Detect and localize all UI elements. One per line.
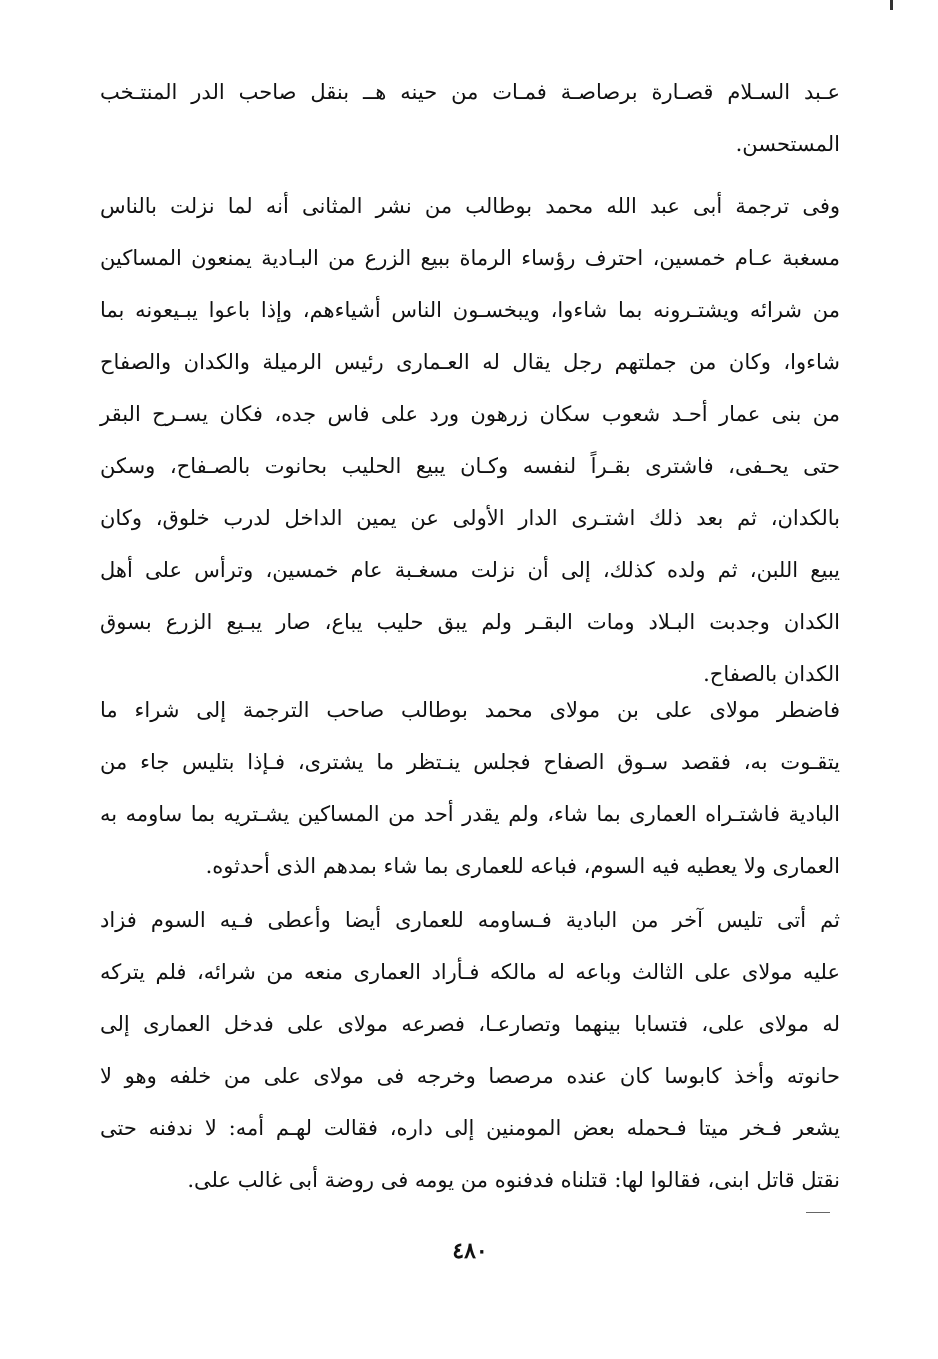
page-number: ٤٨٠ <box>452 1238 488 1264</box>
footer-divider <box>806 1212 830 1213</box>
text-line: يشعر فـخر ميتا فـحمله بعض المومنين إلى داره، فقالت لهـم أمه: لا ندفنه حتى <box>100 1116 840 1140</box>
text-line: وفى ترجمة أبى عبد الله محمد بوطالب من نشر المثانى أنه لما نزلت بالناس <box>100 194 840 218</box>
text-line: الكدان وجدبت البـلاد ومات البقـر ولم يبق حليب يباع، صار يبـيع الزرع بسوق <box>100 610 840 634</box>
text-line: من بنى عمار أحـد شعوب سكان زرهون ورد على فاس جده، فكان يسـرح البقر <box>100 402 840 426</box>
text-line: شاءوا، وكان من جملتهم رجل يقال له العـمارى رئيس الرميلة والكدان والصفاح <box>100 350 840 374</box>
scan-mark <box>890 0 893 10</box>
text-line: يبيع اللبن، ثم ولده كذلك، إلى أن نزلت مسغـبة عام خمسين، وترأس على أهل <box>100 558 840 582</box>
paragraph-2 <box>100 180 840 700</box>
text-line: من شرائه ويشتـرونه بما شاءوا، ويبخسـون الناس أشياءهم، وإذا باعوا يبـيعونه بما <box>100 298 840 322</box>
text-line: المستحسن. <box>735 132 840 156</box>
text-line: العمارى ولا يعطيه فيه السوم، فباعه للعمارى بما شاء بمدهم الذى أحدثوه. <box>205 854 840 878</box>
paragraph-3 <box>100 684 840 892</box>
paragraph-4 <box>100 894 840 1206</box>
text-line: فاضطر مولاى على بن مولاى محمد بوطالب صاحب الترجمة إلى شراء ما <box>100 698 840 722</box>
text-line: الكدان بالصفاح. <box>703 662 840 686</box>
text-line: يتقـوت به، فقصد سـوق الصفاح فجلس ينـتظر ما يشترى، فـإذا بتليس جاء من <box>100 750 840 774</box>
text-line: عـبد السـلام قصـارة برصاصـة فمـات من حينه هــ بنقل صاحب الدر المنتـخب <box>100 80 840 104</box>
text-line: بالكدان، ثم بعد ذلك اشتـرى الدار الأولى عن يمين الداخل لدرب خلوق، وكان <box>100 506 840 530</box>
text-line: حانوته وأخذ كابوسا كان عنده مرصصا وخرجه فى مولاى على من خلفه وهو لا <box>100 1064 840 1088</box>
paragraph-1 <box>100 66 840 170</box>
text-line: له مولاى على، فتسابا بينهما وتصارعـا، فصرعه مولاى على فدخل العمارى إلى <box>100 1012 840 1036</box>
text-line: نقتل قاتل ابنى، فقالوا لها: قتلناه فدفنوه من يومه فى روضة أبى غالب على. <box>187 1168 840 1192</box>
text-line: مسغبة عـام خمسين، احترف رؤساء الرماة ببيع الزرع من البـادية يمنعون المساكين <box>100 246 840 270</box>
text-line: البادية فاشتـراه العمارى بما شاء، ولم يقدر أحد من المساكين يشـتريه بما ساومه به <box>100 802 840 826</box>
text-line: عليه مولاى على الثالث وباعه له مالكه فـأراد العمارى منعه من شرائه، فلم يتركه <box>100 960 840 984</box>
text-line: ثم أتى تليس آخر من البادية فـساومه للعمارى أيضا وأعطى فـيه السوم فزاد <box>100 908 840 932</box>
text-line: حتى يحـفى، فاشترى بقـراً لنفسه وكـان يبيع الحليب بحانوت بالصـفاح، وسكن <box>100 454 840 478</box>
